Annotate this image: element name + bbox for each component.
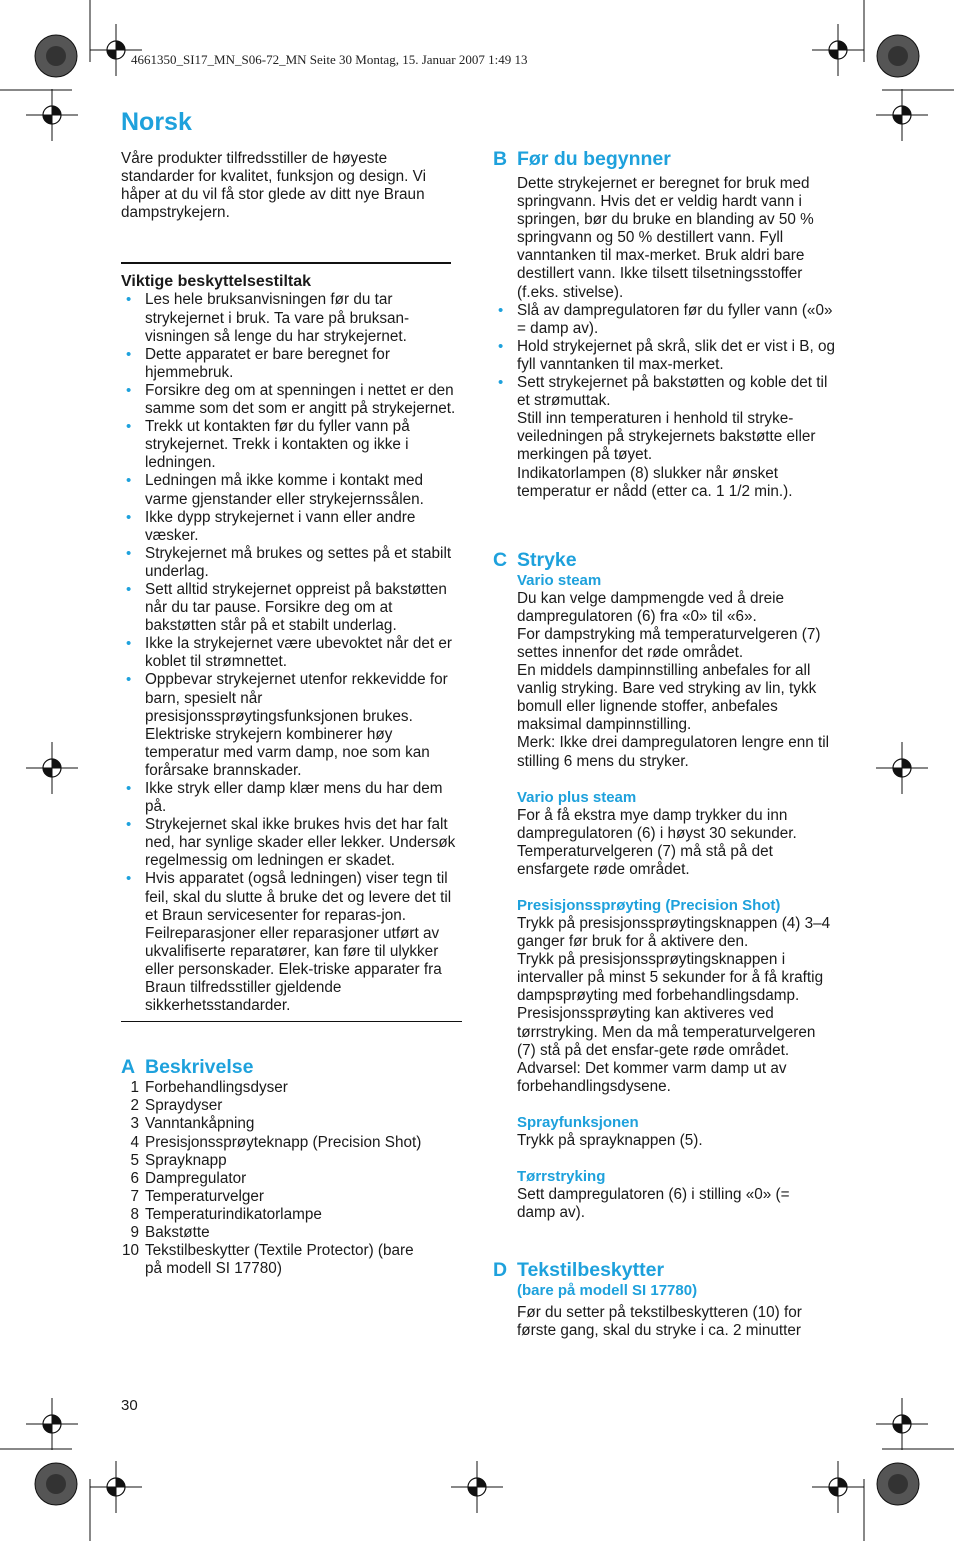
page-title: Norsk (121, 108, 192, 136)
bullet-icon: • (126, 870, 132, 888)
list-item: • Sett strykejernet på bakstøtten og koble det til et strømuttak. (498, 374, 828, 410)
paragraph: For å få ekstra mye damp trykker du inn dampregulatoren (6) i høyst 30 sekunder. Temperaturvelgeren (7) må stå på det ensfargete røde området. (517, 806, 797, 878)
section-d-heading: D Tekstilbeskytter (493, 1259, 665, 1282)
print-header: 4661350_SI17_MN_S06-72_MN Seite 30 Montag, 15. Januar 2007 1:49 13 (131, 52, 528, 67)
bullet-icon: • (126, 418, 132, 436)
left-column (121, 150, 466, 1278)
paragraph: Du kan velge dampmengde ved å dreie dampregulatoren (6) fra «0» til «6». (517, 589, 785, 625)
bullet-icon: • (126, 472, 132, 490)
list-item: • Strykejernet må brukes og settes på et stabilt underlag. (126, 544, 452, 580)
list-item: • Dette apparatet er bare beregnet for hjemmebruk. (126, 345, 390, 381)
list-item: 4 Presisjonssprøyteknapp (Precision Shot) (130, 1133, 422, 1151)
list-item: 3 Vanntankåpning (130, 1115, 255, 1133)
list-item: • Hvis apparatet (også ledningen) viser tegn til feil, skal du slutte å bruke det og levere det til et Braun servicesenter for reparas-jon. Feilreparasjoner eller reparasjoner utført av ukvalifiserte reparatører, kan føre til ulykker eller personskader. Elek-triske apparater fra Braun tilfredsstiller gjeldende sikkerhetsstandarder. (126, 870, 452, 1015)
paragraph: Før du setter på tekstilbeskytteren (10) for første gang, skal du stryke i ca. 2 minutter (517, 1304, 802, 1340)
bullet-icon: • (126, 671, 132, 689)
paragraph: Sett dampregulatoren (6) i stilling «0» (= damp av). (517, 1186, 790, 1222)
list-item: • Trekk ut kontakten før du fyller vann på strykejernet. Trekk i kontakten og ikke i ledningen. (126, 418, 410, 472)
bullet-icon: • (126, 635, 132, 653)
list-item: • Ikke dypp strykejernet i vann eller andre væsker. (126, 508, 416, 544)
right-column (493, 147, 838, 1340)
list-item: 8 Temperaturindikatorlampe (130, 1205, 322, 1223)
list-item: 1 Forbehandlingsdyser (130, 1079, 288, 1097)
list-item: • Slå av dampregulatoren før du fyller vann («0» = damp av). (498, 301, 833, 337)
section-c-heading: C Stryke (493, 548, 577, 571)
section-b-text: Still inn temperaturen i henhold til stryke-veiledningen på strykejernets bakstøtte eller merkingen på tøyet. (517, 410, 816, 464)
bullet-icon: • (126, 780, 132, 797)
paragraph: Trykk på presisjonssprøytingsknappen (4) 3–4 ganger før bruk for å aktivere den. (517, 915, 831, 951)
list-item: 5 Sprayknapp (130, 1151, 227, 1169)
vario-plus-heading: Vario plus steam (517, 788, 637, 806)
paragraph: Trykk på sprayknappen (5). (517, 1131, 703, 1149)
safety-heading: Viktige beskyttelsestiltak (121, 273, 312, 291)
safety-list (121, 291, 466, 1015)
spray-heading: Sprayfunksjonen (517, 1113, 639, 1131)
bullet-icon: • (126, 291, 132, 309)
list-item: • Sett alltid strykejernet oppreist på bakstøtten når du tar pause. Forsikre deg om at bakstøtten står på et stabilt underlag. (126, 580, 447, 635)
list-item: • Strykejernet skal ikke brukes hvis det har falt ned, har synlige skader eller lekker. Undersøk regelmessig om ledningen er skadet. (126, 816, 456, 870)
bullet-icon: • (498, 337, 504, 355)
list-item: • Forsikre deg om at spenningen i nettet er den samme som det som er angitt på strykejernet. (126, 381, 456, 418)
list-item: • Oppbevar strykejernet utenfor rekkevidde for barn, spesielt når presisjonssprøytingsfunksjonen brukes. Elektriske strykejern kombinerer høy temperatur med varm damp, noe som kan forårsake brannskader. (126, 671, 448, 779)
dry-ironing-heading: Tørrstryking (517, 1168, 606, 1186)
bullet-icon: • (126, 816, 132, 834)
parts-list (121, 1079, 466, 1278)
section-a-heading: A Beskrivelse (121, 1056, 254, 1079)
paragraph: Merk: Ikke drei dampregulatoren lengre enn til stilling 6 mens du stryker. (517, 734, 830, 770)
bullet-icon: • (126, 544, 132, 562)
list-item: 2 Spraydyser (130, 1097, 223, 1115)
bullet-icon: • (498, 374, 504, 392)
page-number: 30 (121, 1397, 138, 1414)
paragraph: Advarsel: Det kommer varm damp ut av forbehandlingsdysene. (517, 1059, 787, 1095)
paragraph: En middels dampinnstilling anbefales for all vanlig stryking. Bare ved stryking av lin, tykk bomull eller lignende stoffer, anbefales maksimal dampinnstilling. (517, 662, 817, 734)
list-item: 7 Temperaturvelger (130, 1187, 265, 1205)
intro-paragraph: Våre produkter tilfredsstiller de høyeste standarder for kvalitet, funksjon og design. Vi håper at du vil få stor glede av ditt nye Braun dampstrykejern. (121, 150, 426, 222)
section-b-heading: B Før du begynner (493, 148, 671, 170)
vario-steam-heading: Vario steam (517, 571, 602, 589)
list-item: 10 Tekstilbeskytter (Textile Protector) (bare på modell SI 17780) (121, 1242, 414, 1278)
list-item: • Ledningen må ikke komme i kontakt med varme gjenstander eller strykejernssålen. (126, 472, 424, 508)
bullet-icon: • (498, 301, 504, 319)
section-b-paragraph: Dette strykejernet er beregnet for bruk med springvann. Hvis det er veldig hardt vann i springen, bør du bruke en blanding av 50 % springvann og 50 % destillert vann. Fyll vanntanken til max-merket. Bruk aldri bare destillert vann. Ikke tilsett tilsetningsstoffer (f.eks. stivelse). (517, 175, 814, 301)
precision-shot-heading: Presisjonssprøyting (Precision Shot) (517, 897, 781, 914)
list-item: • Hold strykejernet på skrå, slik det er vist i B, og fyll vanntanken til max-merket. (498, 337, 835, 373)
section-b-text: Indikatorlampen (8) slukker når ønsket temperatur er nådd (etter ca. 1 1/2 min.). (517, 464, 793, 500)
list-item: • Les hele bruksanvisningen før du tar strykejernet i bruk. Ta vare på bruksan-visningen så lenge du har strykejernet. (126, 291, 410, 345)
bullet-icon: • (126, 580, 132, 598)
list-item: 6 Dampregulator (130, 1169, 247, 1187)
section-d-subheading: (bare på modell SI 17780) (517, 1282, 698, 1300)
list-item: • Ikke la strykejernet være ubevoktet når det er koblet til strømnettet. (126, 635, 452, 671)
list-item: 9 Bakstøtte (130, 1223, 210, 1241)
paragraph: Trykk på presisjonssprøytingsknappen i intervaller på minst 5 sekunder for å få kraftig dampsprøyting med forbehandlingsdamp. Presisjonssprøyting kan aktiveres ved tørrstryking. Men da må temperaturvelgeren (7) stå på det ensfar-gete røde området. (517, 951, 824, 1059)
section-b-list (493, 302, 838, 411)
bullet-icon: • (126, 345, 132, 363)
bullet-icon: • (126, 508, 132, 526)
bullet-icon: • (126, 381, 132, 399)
paragraph: For dampstryking må temperaturvelgeren (7) settes innenfor det røde området. (517, 625, 821, 661)
list-item: • Ikke stryk eller damp klær mens du har dem på. (126, 780, 443, 816)
